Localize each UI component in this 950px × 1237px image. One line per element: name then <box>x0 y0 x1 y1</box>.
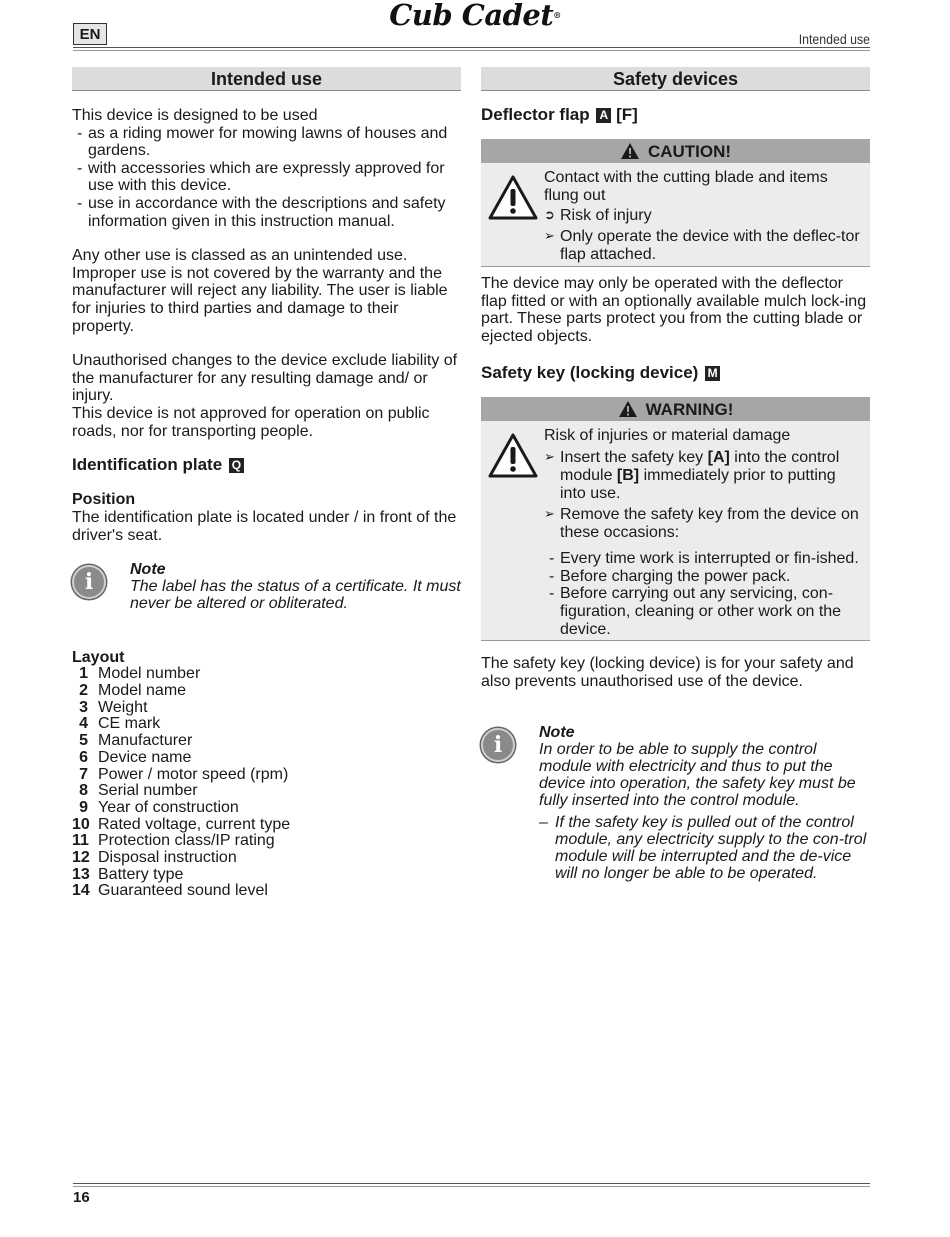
list-item: - as a riding mower for mowing lawns of houses and gardens. <box>72 125 461 160</box>
layout-item: 8 Serial number <box>79 782 198 800</box>
note-title: Note <box>130 561 166 579</box>
note-text: In order to be able to supply the control module with electricity and thus to put the device into operation, the safety key must be fully inserted into the control module. <box>539 741 856 810</box>
figure-letter-badge: Q <box>229 458 244 473</box>
position-heading: Position <box>72 491 136 509</box>
position-text: The identification plate is located under / in front of the driver's seat. <box>72 509 457 544</box>
left-column <box>72 67 461 900</box>
warning-triangle-icon <box>488 433 538 478</box>
info-icon: i <box>72 565 106 599</box>
brand-logo: Cub Cadet® <box>389 0 561 32</box>
figure-letter-badge: M <box>705 366 720 381</box>
deflector-paragraph: The device may only be operated with the deflector flap fitted or with an optionally available mulch lock-ing part. These parts protect you from the cutting blade or ejected objects. <box>481 275 867 345</box>
list-item: - Every time work is interrupted or fin-ished. <box>544 550 862 568</box>
warning-triangle-icon <box>618 400 638 418</box>
running-header: Intended use <box>798 31 870 47</box>
footer-rule <box>73 1186 870 1187</box>
note-box <box>72 561 461 612</box>
caution-header: CAUTION! <box>481 139 870 163</box>
warning-triangle-icon <box>488 175 538 220</box>
layout-item: 2 Model name <box>79 681 187 699</box>
warning-action: ➢ Remove the safety key from the device on these occasions: <box>544 506 859 542</box>
layout-item: 5 Manufacturer <box>79 732 193 750</box>
safety-key-paragraph: The safety key (locking device) is for your safety and also prevents unauthorised use of the device. <box>481 655 854 690</box>
note-text: The label has the status of a certificate. It must never be altered or obliterated. <box>130 578 461 613</box>
note-dash-item: – If the safety key is pulled out of the control module, any electricity supply to the con-trol module will be interrupted and the de-vice will no longer be able to be operated. <box>539 814 867 883</box>
caution-text: Contact with the cutting blade and items flung out <box>544 169 828 204</box>
layout-heading: Layout <box>72 649 125 667</box>
list-item: - Before carrying out any servicing, con-figuration, cleaning or other work on the device. <box>544 585 862 638</box>
warning-header: WARNING! <box>481 397 870 421</box>
figure-letter-badge: A <box>596 108 611 123</box>
section-title: Safety devices <box>481 67 870 91</box>
list-item: - Before charging the power pack. <box>544 568 862 586</box>
layout-item: 9 Year of construction <box>79 798 239 816</box>
caution-result: ➲ Risk of injury <box>544 207 652 225</box>
layout-item: 11 Protection class/IP rating <box>72 832 275 850</box>
note-box <box>481 724 870 882</box>
layout-item: 12 Disposal instruction <box>72 849 237 867</box>
action-arrow-icon: ➢ <box>544 450 555 466</box>
note-title: Note <box>539 724 575 742</box>
caution-box <box>481 139 870 267</box>
public-roads-paragraph: This device is not approved for operation on public roads, nor for transporting people. <box>72 404 430 440</box>
deflector-flap-heading: Deflector flap A [F] <box>481 105 638 124</box>
unauthorised-changes-paragraph: Unauthorised changes to the device exclude liability of the manufacturer for any resulting damage and/ or injury. <box>72 352 458 405</box>
occasions-list <box>544 550 862 638</box>
language-badge: EN <box>73 23 107 45</box>
layout-item: 4 CE mark <box>79 715 161 733</box>
list-item: - with accessories which are expressly approved for use with this device. <box>72 160 461 195</box>
warning-box <box>481 397 870 642</box>
intro-text: This device is designed to be used <box>72 107 318 124</box>
warning-action: ➢ Insert the safety key [A] into the control module [B] immediately prior to putting into use. <box>544 449 840 503</box>
dash-marker: – <box>539 814 548 832</box>
caution-action: ➢ Only operate the device with the deflec-tor flap attached. <box>544 228 860 264</box>
layout-item: 14 Guaranteed sound level <box>72 882 268 900</box>
header-rule <box>73 47 870 48</box>
result-arrow-icon: ➲ <box>544 208 555 224</box>
action-arrow-icon: ➢ <box>544 507 555 523</box>
info-icon: i <box>481 728 515 762</box>
intended-uses-list <box>72 125 461 231</box>
warning-body <box>481 421 870 641</box>
layout-item: 13 Battery type <box>72 865 184 883</box>
layout-item: 7 Power / motor speed (rpm) <box>79 765 289 783</box>
safety-key-heading: Safety key (locking device) M <box>481 363 870 383</box>
layout-item: 6 Device name <box>79 748 192 766</box>
identification-plate-heading: Identification plate Q <box>72 455 461 475</box>
action-arrow-icon: ➢ <box>544 229 555 245</box>
layout-item: 10 Rated voltage, current type <box>72 815 291 833</box>
unintended-use-paragraph: Any other use is classed as an unintended use. Improper use is not covered by the warranty and the manufacturer will reject any liability. The user is liable for injuries to third parties and damage to their property. <box>72 247 448 335</box>
footer-rule <box>73 1183 870 1184</box>
warning-triangle-icon <box>620 142 640 160</box>
page-number: 16 <box>73 1189 90 1206</box>
warning-text: Risk of injuries or material damage <box>544 426 791 444</box>
header-rule <box>73 50 870 51</box>
right-column <box>481 67 870 882</box>
section-title: Intended use <box>72 67 461 91</box>
caution-body <box>481 163 870 266</box>
layout-item: 3 Weight <box>79 698 148 716</box>
list-item: - use in accordance with the descriptions and safety information given in this instruction manual. <box>72 195 461 230</box>
layout-item: 1 Model number <box>79 665 201 683</box>
layout-list <box>72 666 461 900</box>
